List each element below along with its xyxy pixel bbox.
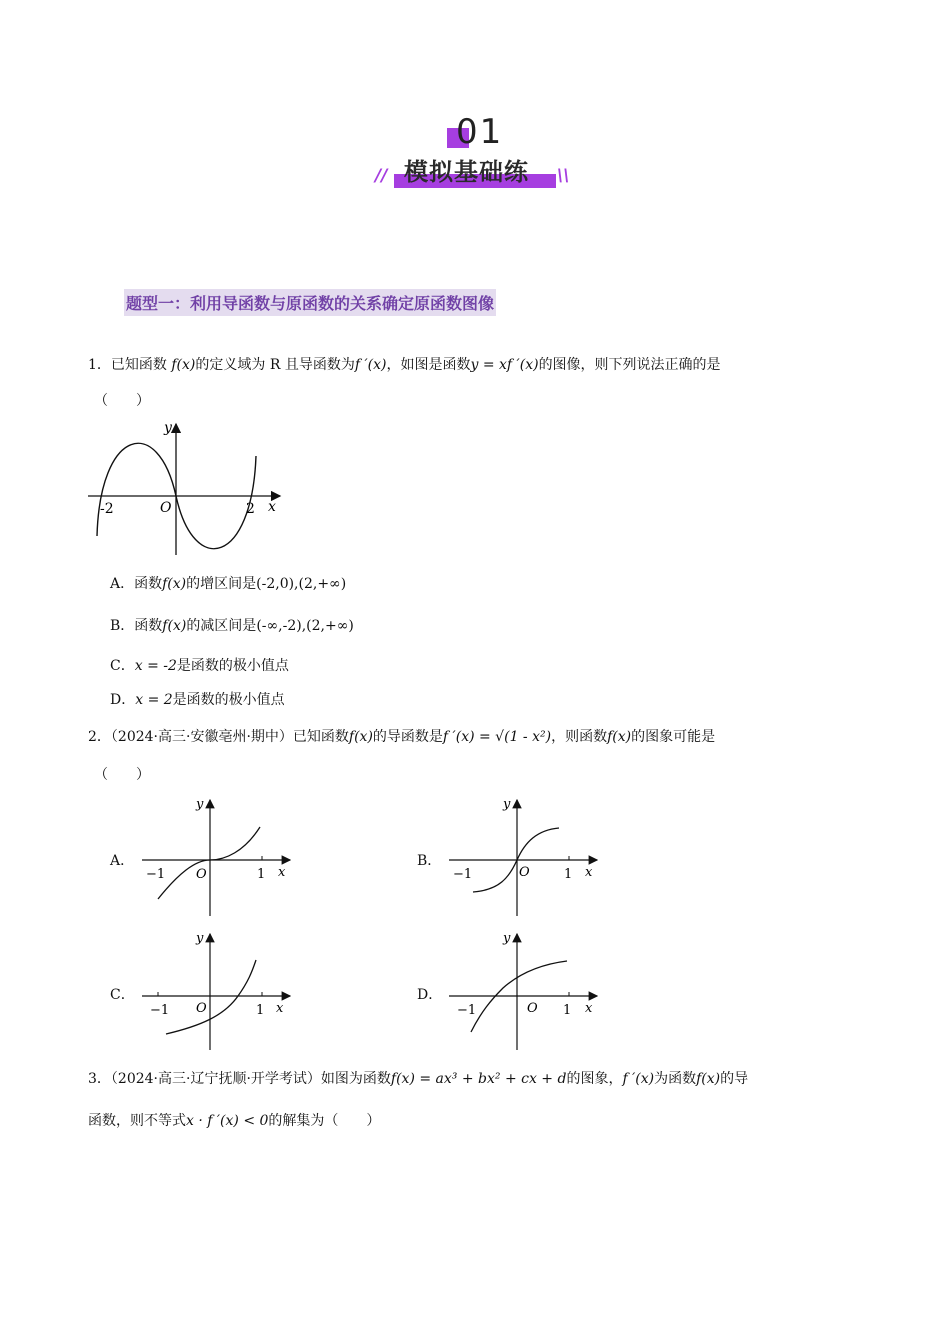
page-title: 模拟基础练 xyxy=(404,158,529,186)
question-3-stem-line-2: 函数，则不等式x · f ′(x) < 0的解集为（ ） xyxy=(88,1113,381,1129)
svg-text:1: 1 xyxy=(563,1003,572,1018)
svg-text:x: x xyxy=(585,1001,593,1016)
svg-text:O: O xyxy=(196,1001,207,1016)
question-1-number: 1． xyxy=(88,357,111,373)
svg-text:y: y xyxy=(196,931,204,946)
svg-text:1: 1 xyxy=(256,1003,265,1018)
question-2-source: （2024·高三·安徽亳州·期中） xyxy=(110,729,293,745)
section-heading: 题型一：利用导函数与原函数的关系确定原函数图像 xyxy=(124,289,496,316)
svg-text:1: 1 xyxy=(257,867,266,882)
question-2-option-c-label[interactable]: C． xyxy=(110,987,135,1003)
origin-label: O xyxy=(160,500,172,516)
svg-text:x: x xyxy=(276,1001,284,1016)
question-2-stem: 2．（2024·高三·安徽亳州·期中）已知函数f(x)的导函数是f ′(x) = √(1 - x²)，则函数f(x)的图象可能是 xyxy=(88,729,716,745)
svg-text:x: x xyxy=(585,865,593,880)
svg-text:O: O xyxy=(196,867,207,882)
question-1-stem: 1．已知函数 f(x)的定义域为 R 且导函数为f ′(x)，如图是函数y = xf ′(x)的图像，则下列说法正确的是 xyxy=(88,357,721,373)
svg-text:y: y xyxy=(503,797,511,812)
x-label: x xyxy=(268,499,276,515)
y-label: y xyxy=(164,420,172,436)
math-fx: f(x) xyxy=(171,357,196,373)
svg-text:O: O xyxy=(527,1001,538,1016)
question-2-number: 2． xyxy=(88,729,111,745)
question-1-option-a[interactable]: A．函数f(x)的增区间是(-2,0),(2,+∞) xyxy=(110,576,347,592)
svg-text:y: y xyxy=(196,797,204,812)
question-1-option-d[interactable]: D．x = 2是函数的极小值点 xyxy=(110,692,285,708)
math-y-xfprime: y = xf ′(x) xyxy=(470,357,539,373)
math-fprime: f ′(x) xyxy=(354,357,387,373)
question-3-number: 3． xyxy=(88,1071,111,1087)
svg-text:−1: −1 xyxy=(146,867,166,882)
tick-neg-2: -2 xyxy=(100,501,114,517)
question-2-option-c-graph[interactable] xyxy=(140,928,300,1053)
tick-pos-2: 2 xyxy=(246,501,255,517)
question-2-option-d-graph[interactable] xyxy=(447,928,607,1053)
svg-text:1: 1 xyxy=(564,867,573,882)
svg-text:−1: −1 xyxy=(150,1003,170,1018)
question-3-source: （2024·高三·辽宁抚顺·开学考试） xyxy=(110,1071,321,1087)
question-1-paren: （ ） xyxy=(94,393,150,409)
svg-text:x: x xyxy=(278,865,286,880)
question-1-option-b[interactable]: B．函数f(x)的减区间是(-∞,-2),(2,+∞) xyxy=(110,618,354,634)
question-1-option-c[interactable]: C．x = -2是函数的极小值点 xyxy=(110,658,289,674)
svg-text:O: O xyxy=(519,865,530,880)
title-right-deco: \\ xyxy=(557,166,570,186)
svg-text:−1: −1 xyxy=(457,1003,477,1018)
question-2-option-b-graph[interactable] xyxy=(447,794,607,919)
question-3-stem-line-1: 3．（2024·高三·辽宁抚顺·开学考试）如图为函数f(x) = ax³ + bx² + cx + d的图象，f ′(x)为函数f(x)的导 xyxy=(88,1071,749,1087)
svg-text:−1: −1 xyxy=(453,867,473,882)
question-2-option-a-label[interactable]: A． xyxy=(110,853,135,869)
question-2-option-a-graph[interactable] xyxy=(140,794,300,919)
question-2-option-d-label[interactable]: D． xyxy=(417,987,443,1003)
title-left-deco: // xyxy=(375,166,388,186)
question-2-option-b-label[interactable]: B． xyxy=(417,853,442,869)
svg-text:y: y xyxy=(503,931,511,946)
question-2-paren: （ ） xyxy=(94,767,150,783)
question-1-graph xyxy=(84,418,284,558)
title-number: 01 xyxy=(456,112,504,152)
